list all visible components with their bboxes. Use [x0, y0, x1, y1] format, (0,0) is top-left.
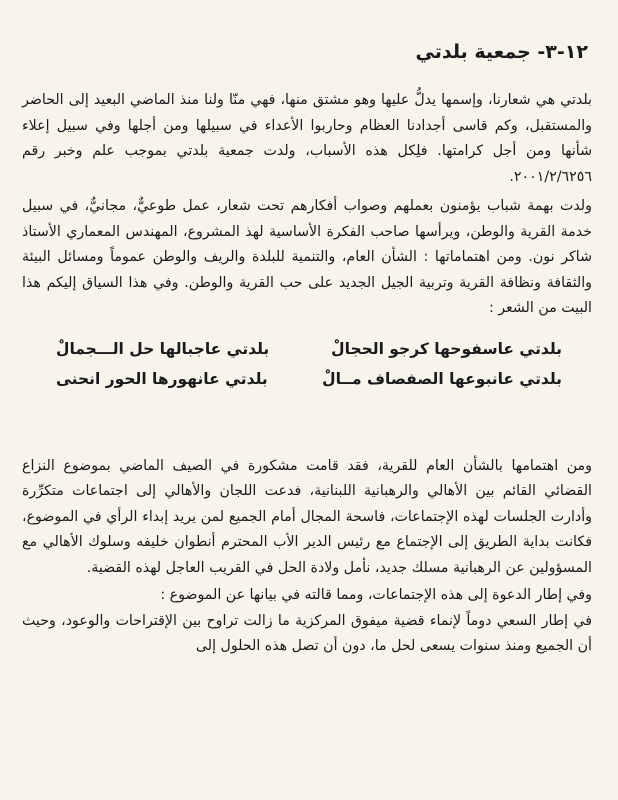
section-heading: ١٢-٣- جمعية بلدتي — [415, 41, 588, 63]
paragraph-public-affairs: ومن اهتمامها بالشأن العام للقرية، فقد قامت مشكورة في الصيف الماضي بموضوع النزاع القضائي القائم بين الأهالي والرهبانية اللبنانية، فدعت اللجان والأهالي إلى اجتماعات متكرِّرة وأدارت الجلسات لهذه الإجتماعات، فاسحة المجال أمام الجميع لمن يريد إبداء الرأي في الموضوع، فكانت بداية الطريق إلى الإجتماع مع رئيس الدير الأب المحترم أنطوان خليفه وسلوك الأهالي مع المسؤولين عن الرهبانية مسلك جديد، نأمل ولادة الحل في القريب العاجل لهذه القضية. — [22, 457, 592, 576]
poem-block — [34, 334, 580, 394]
poem-verse-1-second-hemistich: بلدتي عاجبالها حل الـــجمالْ — [56, 339, 270, 358]
poem-verse-1-first-hemistich: بلدتي عاسفوحها كرجو الحجالْ — [331, 339, 562, 358]
paragraph-founding: ولدت بهمة شباب يؤمنون بعملهم وصواب أفكارهم تحت شعار، عمل طوعيٌّ، مجانيٌّ، في سبيل خدمة القرية والوطن، ويرأسها صاحب الفكرة الأساسية لهذ المشروع، المهندس المعماري الأستاذ شاكر نون. ومن اهتماماتها : الشأن العام، والتنمية للبلدة والريف والوطن عموماً ومسائل البيئة والثقافة ونظافة القرية وتربية الجيل الجديد على حب القرية والوطن. وفي هذا السياق إليكم هذا البيت من الشعر : — [22, 198, 592, 316]
poem-verse-2-first-hemistich: بلدتي عانبوعها الصفصاف مــالْ — [322, 369, 562, 388]
paragraph-invitation: وفي إطار الدعوة إلى هذه الإجتماعات، ومما قالته في بيانها عن الموضوع : — [160, 587, 592, 603]
paragraph-statement: في إطار السعي دوماً لإنماء قضية ميفوق المركزية ما زالت تراوح بين الإقتراحات والوعود، وحيث أن الجميع ومنذ سنوات يسعى لحل ما، دون أن تصل هذه الحلول إلى — [22, 612, 592, 654]
poem-verse-1 — [34, 334, 580, 364]
poem-verse-2-second-hemistich: بلدتي عانهورها الحور انحنى — [56, 369, 268, 388]
poem-verse-2 — [34, 364, 580, 394]
paragraph-intro: بلدتي هي شعارنا، وإسمها يدلُّ عليها وهو مشتق منها، فهي منّا ولنا منذ الماضي البعيد إلى الحاضر والمستقبل، وكم قاسى أجدادنا العظام وحاربوا الأعداء في سبيلها ومن أجلها وفي سبيل إعلاء شأنها ومن أجل كرامتها. فلِكل هذه الأسباب، ولدت جمعية بلدتي بموجب علم وخبر رقم ٢٠٠١/٢/٦٢٥٦. — [22, 92, 592, 185]
